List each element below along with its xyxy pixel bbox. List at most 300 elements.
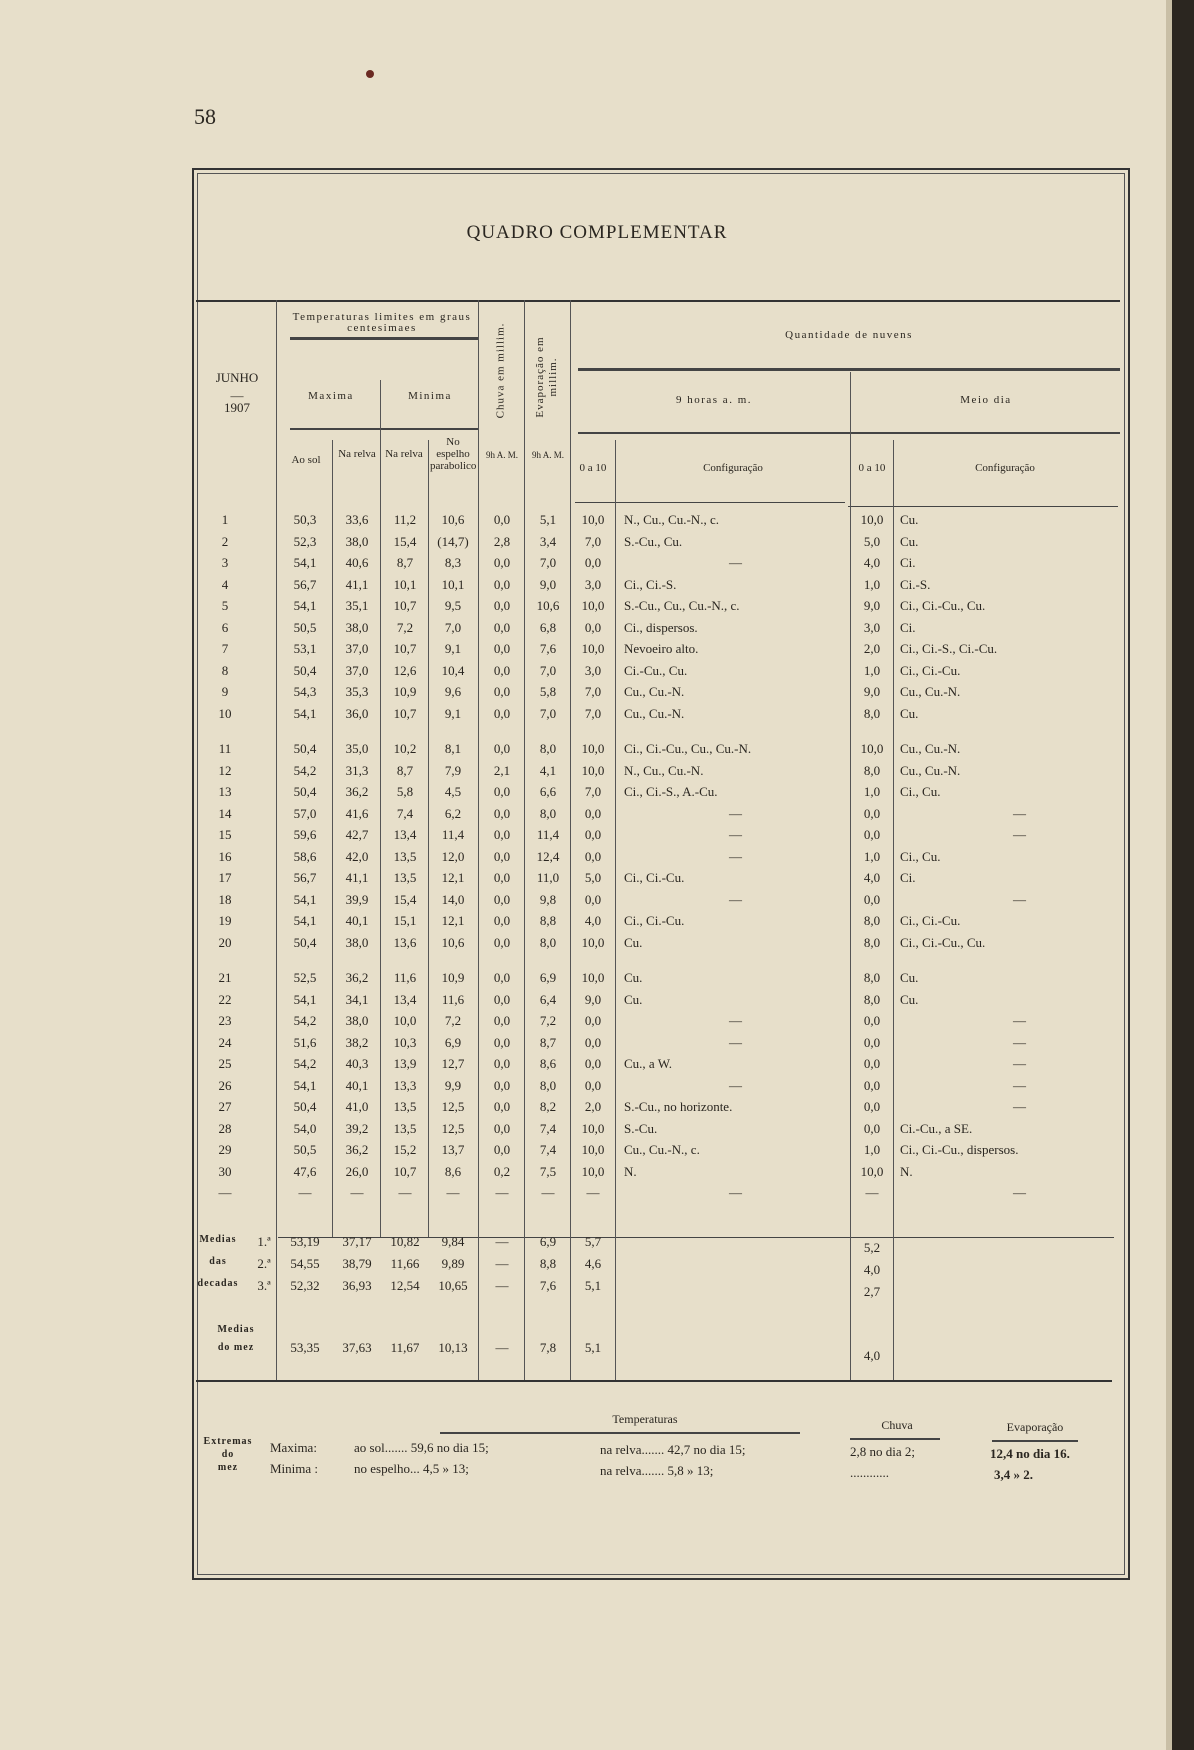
data-cell: 0,0	[493, 619, 511, 635]
evap-max: 12,4 no dia 16.	[990, 1446, 1070, 1461]
data-cell: 0,0	[493, 1142, 511, 1157]
col-divider	[850, 372, 851, 1380]
data-cell: 3,0	[584, 576, 602, 592]
extremas-label: Extremas	[203, 1436, 253, 1447]
data-cell: S.-Cu., Cu.	[624, 533, 683, 549]
data-cell: S.-Cu., Cu., Cu.-N., c.	[624, 598, 740, 613]
ink-spot	[366, 70, 374, 78]
data-cell: 0,0	[493, 741, 511, 756]
data-cell: 9,0	[863, 684, 881, 699]
decada-label: 1.ª	[257, 1234, 271, 1249]
data-cell: 0,0	[584, 1056, 602, 1071]
data-cell: Cu.	[624, 991, 643, 1007]
nuvens-label: Quantidade de nuvens	[785, 329, 913, 341]
data-cell: 40,1	[345, 913, 369, 928]
chuva-time: 9h A. M.	[485, 450, 518, 460]
data-cell: 0,0	[584, 1013, 602, 1028]
data-cell: 11,4	[536, 827, 560, 842]
decada-cell: 10,65	[438, 1278, 468, 1293]
year-label: 1907	[224, 400, 250, 415]
data-cell: —	[446, 1185, 460, 1200]
data-cell: 38,0	[345, 533, 369, 549]
data-cell: Cu.	[624, 970, 643, 985]
data-cell: 0,0	[493, 1099, 511, 1114]
day-cell: 22	[218, 991, 232, 1007]
data-cell: Ci., dispersos.	[624, 619, 698, 635]
data-cell: 7,4	[539, 1142, 557, 1157]
data-cell: Cu.	[900, 970, 919, 985]
espelho-label: No espelho parabolico	[430, 436, 477, 472]
data-cell: 42,7	[345, 827, 369, 842]
evap-min: 3,4 » 2.	[994, 1467, 1033, 1482]
data-cell: 0,0	[584, 848, 602, 864]
col-divider	[615, 440, 616, 1380]
data-cell: 2,8	[493, 533, 511, 549]
data-cell: 8,0	[539, 805, 557, 821]
data-cell: —	[1013, 1056, 1026, 1071]
data-cell: 8,6	[539, 1056, 557, 1071]
day-cell: 24	[218, 1034, 232, 1050]
na-relva-max-label: Na relva	[338, 448, 376, 460]
data-cell: S.-Cu., no horizonte.	[624, 1099, 733, 1114]
temp-group-label: Temperaturas limites em graus centesimaes	[292, 311, 472, 334]
decada-cell: 37,17	[342, 1234, 372, 1249]
data-cell: 37,0	[345, 641, 369, 656]
data-cell: 7,0	[539, 555, 557, 570]
data-cell: 0,0	[584, 1034, 602, 1050]
data-cell: 54,2	[293, 1013, 317, 1028]
data-cell: 8,3	[444, 555, 462, 570]
data-cell: 11,2	[393, 512, 417, 527]
day-cell: 17	[218, 870, 232, 885]
min-relva: na relva....... 5,8 » 13;	[600, 1463, 714, 1478]
evaporacao-rule	[992, 1440, 1078, 1442]
data-cell: 50,4	[293, 662, 317, 678]
data-cell: 13,9	[393, 1056, 417, 1071]
page-edge	[1172, 0, 1194, 1750]
data-cell: 7,9	[444, 762, 462, 778]
data-cell: 0,0	[584, 555, 602, 570]
data-cell: 7,0	[539, 662, 557, 678]
data-cell: 59,6	[293, 827, 317, 842]
day-cell: 5	[221, 598, 229, 613]
data-cell: 35,0	[345, 741, 369, 756]
data-cell: 38,0	[345, 619, 369, 635]
data-cell: 12,1	[441, 870, 465, 885]
data-cell: 7,6	[539, 641, 557, 656]
data-cell: 0,0	[493, 870, 511, 885]
data-cell: 10,0	[581, 970, 605, 985]
data-cell: 6,8	[539, 619, 557, 635]
data-cell: 0,0	[493, 784, 511, 799]
col-divider	[380, 380, 381, 1237]
data-cell: 41,6	[345, 805, 369, 821]
data-cell: 13,5	[393, 870, 417, 885]
data-cell: Cu., Cu.-N.	[900, 741, 961, 756]
data-cell: —	[729, 805, 742, 821]
minima-extremas-label: Minima :	[270, 1461, 319, 1476]
data-cell: 50,4	[293, 741, 317, 756]
nove-horas-label: 9 horas a. m.	[675, 394, 752, 406]
escala-label-1: 0 a 10	[579, 462, 607, 474]
data-cell: 5,0	[584, 870, 602, 885]
data-cell: 7,0	[584, 784, 602, 799]
decada-cell: 4,0	[863, 1262, 881, 1277]
data-cell: —	[298, 1185, 312, 1200]
data-cell: —	[729, 891, 742, 907]
data-cell: 0,2	[493, 1163, 511, 1179]
data-cell: 2,1	[493, 762, 511, 778]
chuva-max: 2,8 no dia 2;	[850, 1444, 915, 1459]
data-cell: 0,0	[584, 1077, 602, 1093]
data-cell: —	[1013, 805, 1026, 821]
data-cell: 6,9	[444, 1034, 462, 1050]
data-cell: Nevoeiro alto.	[624, 641, 699, 656]
data-cell: 0,0	[493, 684, 511, 699]
month-dash: —	[230, 388, 244, 403]
medias-mez-cell: 10,13	[438, 1340, 468, 1355]
data-cell: 5,1	[539, 512, 557, 527]
data-cell: 1,0	[863, 848, 881, 864]
data-cell: Ci.	[900, 870, 916, 885]
data-cell: Cu., Cu.-N.	[900, 684, 961, 699]
data-cell: —	[1013, 1034, 1026, 1050]
data-cell: 54,0	[293, 1120, 317, 1136]
day-cell: —	[218, 1185, 232, 1200]
data-cell: 12,4	[536, 848, 560, 864]
data-cell: —	[495, 1185, 509, 1200]
data-cell: 10,0	[581, 1163, 605, 1179]
data-cell: 53,1	[293, 641, 317, 656]
maxima-label: Maxima	[308, 390, 354, 402]
data-cell: 10,0	[581, 762, 605, 778]
data-cell: 2,0	[584, 1099, 602, 1114]
day-cell: 8	[221, 662, 229, 678]
data-cell: —	[729, 1185, 742, 1200]
minima-label: Minima	[408, 390, 452, 402]
data-cell: 0,0	[493, 705, 511, 721]
data-cell: 47,6	[293, 1163, 317, 1179]
data-cell: Ci., Cu.	[900, 848, 941, 864]
data-cell: 38,2	[345, 1034, 369, 1050]
col-divider	[524, 300, 525, 1380]
data-cell: —	[350, 1185, 364, 1200]
data-cell: —	[1013, 1077, 1026, 1093]
data-cell: 54,3	[293, 684, 317, 699]
data-cell: 3,0	[863, 619, 881, 635]
data-cell: —	[729, 1013, 742, 1028]
data-cell: —	[729, 555, 742, 570]
data-cell: 0,0	[493, 848, 511, 864]
data-cell: 39,9	[345, 891, 369, 907]
data-cell: 13,7	[441, 1142, 465, 1157]
table-title: QUADRO COMPLEMENTAR	[466, 222, 728, 243]
data-cell: 0,0	[863, 827, 881, 842]
medias-label: Medias	[199, 1234, 237, 1245]
data-cell: 4,1	[539, 762, 557, 778]
data-cell: 50,3	[293, 512, 317, 527]
meio-dia-label: Meio dia	[960, 394, 1012, 406]
day-cell: 3	[221, 555, 229, 570]
data-cell: 10,0	[581, 512, 605, 527]
data-cell: 1,0	[863, 784, 881, 799]
data-cell: Cu., a W.	[624, 1056, 673, 1071]
data-cell: 11,6	[393, 970, 417, 985]
data-cell: 4,0	[863, 870, 881, 885]
data-cell: —	[729, 848, 742, 864]
data-cell: 7,0	[584, 533, 602, 549]
evaporacao-extremas-label: Evaporação	[1006, 1420, 1064, 1434]
data-cell: 0,0	[493, 1120, 511, 1136]
decada-cell: 36,93	[342, 1278, 372, 1293]
data-cell: 6,6	[539, 784, 557, 799]
data-cell: 34,1	[345, 991, 369, 1007]
day-cell: 14	[218, 805, 232, 821]
data-cell: —	[1013, 1013, 1026, 1028]
data-cell: 10,0	[393, 1013, 417, 1028]
data-cell: 0,0	[863, 1099, 881, 1114]
data-cell: 41,1	[345, 576, 369, 592]
data-cell: Ci.	[900, 555, 916, 570]
data-cell: 7,2	[444, 1013, 462, 1028]
data-cell: 0,0	[584, 891, 602, 907]
data-cell: —	[1013, 827, 1026, 842]
data-cell: 58,6	[293, 848, 317, 864]
data-cell: 0,0	[493, 991, 511, 1007]
page-number: 58	[194, 104, 216, 129]
data-cell: 13,4	[393, 991, 417, 1007]
data-cell: 12,5	[441, 1099, 465, 1114]
data-cell: 10,7	[393, 598, 417, 613]
data-cell: 1,0	[863, 662, 881, 678]
data-cell: 9,1	[444, 641, 462, 656]
decadas-label: decadas	[197, 1278, 239, 1289]
data-cell: 0,0	[493, 662, 511, 678]
data-cell: Ci., Ci.-Cu.	[624, 913, 685, 928]
data-cell: 0,0	[493, 641, 511, 656]
config-label-1: Configuração	[703, 462, 763, 474]
na-relva-min-label: Na relva	[385, 448, 423, 460]
data-cell: 8,0	[863, 913, 881, 928]
day-cell: 7	[221, 641, 229, 656]
data-cell: 15,4	[393, 533, 417, 549]
data-cell: Ci., Ci.-S., A.-Cu.	[624, 784, 718, 799]
data-cell: 54,1	[293, 555, 317, 570]
data-cell: 10,0	[860, 741, 884, 756]
data-cell: 10,0	[581, 934, 605, 950]
data-cell: Ci., Ci.-Cu.	[900, 662, 961, 678]
data-cell: N.	[900, 1163, 913, 1179]
day-cell: 15	[218, 827, 232, 842]
decada-cell: —	[495, 1234, 509, 1249]
col-divider	[893, 440, 894, 1380]
day-cell: 6	[221, 619, 229, 635]
data-cell: Ci.-Cu., a SE.	[900, 1120, 973, 1136]
medias-mez-label-1: Medias	[217, 1324, 255, 1335]
data-cell: 4,0	[584, 913, 602, 928]
data-cell: N.	[624, 1163, 637, 1179]
data-cell: 0,0	[493, 913, 511, 928]
data-cell: —	[398, 1185, 412, 1200]
medias-mez-cell: 5,1	[584, 1340, 602, 1355]
data-cell: 10,0	[581, 741, 605, 756]
data-cell: 6,2	[444, 805, 462, 821]
data-cell: 13,4	[393, 827, 417, 842]
max-relva: na relva....... 42,7 no dia 15;	[600, 1442, 746, 1457]
data-cell: 0,0	[584, 805, 602, 821]
data-cell: 50,4	[293, 784, 317, 799]
data-cell: Ci., Ci.-Cu., Cu.	[900, 598, 986, 613]
day-cell: 25	[218, 1056, 232, 1071]
data-cell: N., Cu., Cu.-N., c.	[624, 512, 719, 527]
temperaturas-label: Temperaturas	[612, 1412, 678, 1426]
medias-mez-cell: 4,0	[863, 1348, 881, 1363]
data-cell: 26,0	[345, 1163, 369, 1179]
data-cell: 0,0	[863, 1013, 881, 1028]
ao-sol-label: Ao sol	[291, 454, 321, 466]
data-cell: 12,6	[393, 662, 417, 678]
data-cell: 10,0	[860, 512, 884, 527]
data-cell: 0,0	[493, 1077, 511, 1093]
data-cell: Cu., Cu.-N., c.	[624, 1142, 700, 1157]
data-cell: —	[586, 1185, 600, 1200]
data-cell: 0,0	[863, 1120, 881, 1136]
data-cell: 0,0	[493, 576, 511, 592]
data-cell: 57,0	[293, 805, 317, 821]
data-cell: 15,1	[393, 913, 417, 928]
data-cell: Cu.	[900, 512, 919, 527]
day-cell: 16	[218, 848, 232, 864]
data-cell: 5,8	[396, 784, 414, 799]
decada-cell: 9,89	[441, 1256, 465, 1271]
data-cell: 6,9	[539, 970, 557, 985]
data-cell: Cu.	[900, 533, 919, 549]
maxima-extremas-label: Maxima:	[270, 1440, 317, 1455]
day-cell: 10	[218, 705, 232, 721]
data-cell: 33,6	[345, 512, 369, 527]
data-cell: 35,3	[345, 684, 369, 699]
data-cell: 7,0	[584, 705, 602, 721]
decada-cell: —	[495, 1256, 509, 1271]
day-cell: 12	[218, 762, 232, 778]
data-cell: 54,2	[293, 1056, 317, 1071]
day-cell: 2	[221, 533, 229, 549]
col-divider	[570, 300, 571, 1380]
data-cell: 8,0	[863, 762, 881, 778]
data-cell: 8,0	[539, 934, 557, 950]
decada-cell: 9,84	[441, 1234, 465, 1249]
data-cell: 56,7	[293, 576, 317, 592]
temp-group-rule	[290, 337, 478, 340]
data-cell: Ci.-S.	[900, 576, 931, 592]
data-cell: 36,0	[345, 705, 369, 721]
data-cell: 36,2	[345, 1142, 369, 1157]
data-cell: 0,0	[493, 805, 511, 821]
col-divider	[428, 440, 429, 1237]
data-cell: 7,2	[396, 619, 414, 635]
data-cell: 0,0	[493, 1056, 511, 1071]
mez-label: mez	[217, 1462, 239, 1473]
data-cell: 5,8	[539, 684, 557, 699]
data-cell: 10,0	[581, 598, 605, 613]
data-cell: 7,0	[539, 705, 557, 721]
data-cell: 10,3	[393, 1034, 417, 1050]
data-cell: 54,1	[293, 891, 317, 907]
data-cell: 36,2	[345, 970, 369, 985]
data-cell: —	[865, 1185, 879, 1200]
data-cell: 12,0	[441, 848, 465, 864]
table-bottom-rule	[196, 1380, 1112, 1382]
data-cell: 41,1	[345, 870, 369, 885]
data-cell: 1,0	[863, 1142, 881, 1157]
data-cell: 56,7	[293, 870, 317, 885]
chuva-rule	[850, 1438, 940, 1440]
data-cell: —	[1013, 1099, 1026, 1114]
data-cell: 13,3	[393, 1077, 417, 1093]
data-cell: 0,0	[493, 970, 511, 985]
das-label: das	[209, 1256, 227, 1267]
decada-cell: 7,6	[539, 1278, 557, 1293]
data-cell: 9,9	[444, 1077, 462, 1093]
data-cell: —	[729, 1077, 742, 1093]
data-cell: 52,5	[293, 970, 317, 985]
data-cell: 10,1	[441, 576, 465, 592]
data-cell: 0,0	[493, 555, 511, 570]
data-cell: 12,5	[441, 1120, 465, 1136]
data-cell: 0,0	[584, 827, 602, 842]
data-cell: 13,5	[393, 1099, 417, 1114]
data-cell: 10,1	[393, 576, 417, 592]
data-cell: Ci., Ci.-Cu.	[900, 913, 961, 928]
data-cell: 15,2	[393, 1142, 417, 1157]
data-cell: 54,1	[293, 913, 317, 928]
day-cell: 4	[221, 576, 229, 592]
data-cell: Ci., Ci.-Cu., Cu., Cu.-N.	[624, 741, 752, 756]
data-cell: 8,0	[539, 741, 557, 756]
day-cell: 29	[218, 1142, 232, 1157]
day-cell: 13	[218, 784, 232, 799]
data-cell: N., Cu., Cu.-N.	[624, 762, 704, 778]
data-cell: 8,0	[539, 1077, 557, 1093]
data-cell: 13,6	[393, 934, 417, 950]
chuva-label: Chuva em millim.	[494, 322, 507, 419]
data-cell: 10,6	[536, 598, 560, 613]
data-cell: Ci., Ci.-Cu., dispersos.	[900, 1142, 1019, 1157]
decada-cell: 5,1	[584, 1278, 602, 1293]
data-cell: 40,3	[345, 1056, 369, 1071]
data-cell: 3,0	[584, 662, 602, 678]
nuvens-rule	[578, 368, 1120, 371]
data-cell: —	[541, 1185, 555, 1200]
data-cell: 13,5	[393, 1120, 417, 1136]
data-cell: 9,0	[539, 576, 557, 592]
data-cell: 10,0	[581, 641, 605, 656]
data-cell: 0,0	[493, 1034, 511, 1050]
decada-cell: 4,6	[584, 1256, 602, 1271]
header-top-rule	[196, 300, 1120, 302]
data-cell: 10,7	[393, 641, 417, 656]
data-cell: 38,0	[345, 934, 369, 950]
data-cell: 10,9	[441, 970, 465, 985]
data-cell: 36,2	[345, 784, 369, 799]
data-cell: 2,0	[863, 641, 881, 656]
data-cell: 37,0	[345, 662, 369, 678]
day-cell: 21	[218, 970, 232, 985]
day-cell: 28	[218, 1120, 232, 1136]
data-cell: 50,5	[293, 619, 317, 635]
data-cell: 54,1	[293, 598, 317, 613]
medias-mez-cell: 53,35	[290, 1340, 320, 1355]
